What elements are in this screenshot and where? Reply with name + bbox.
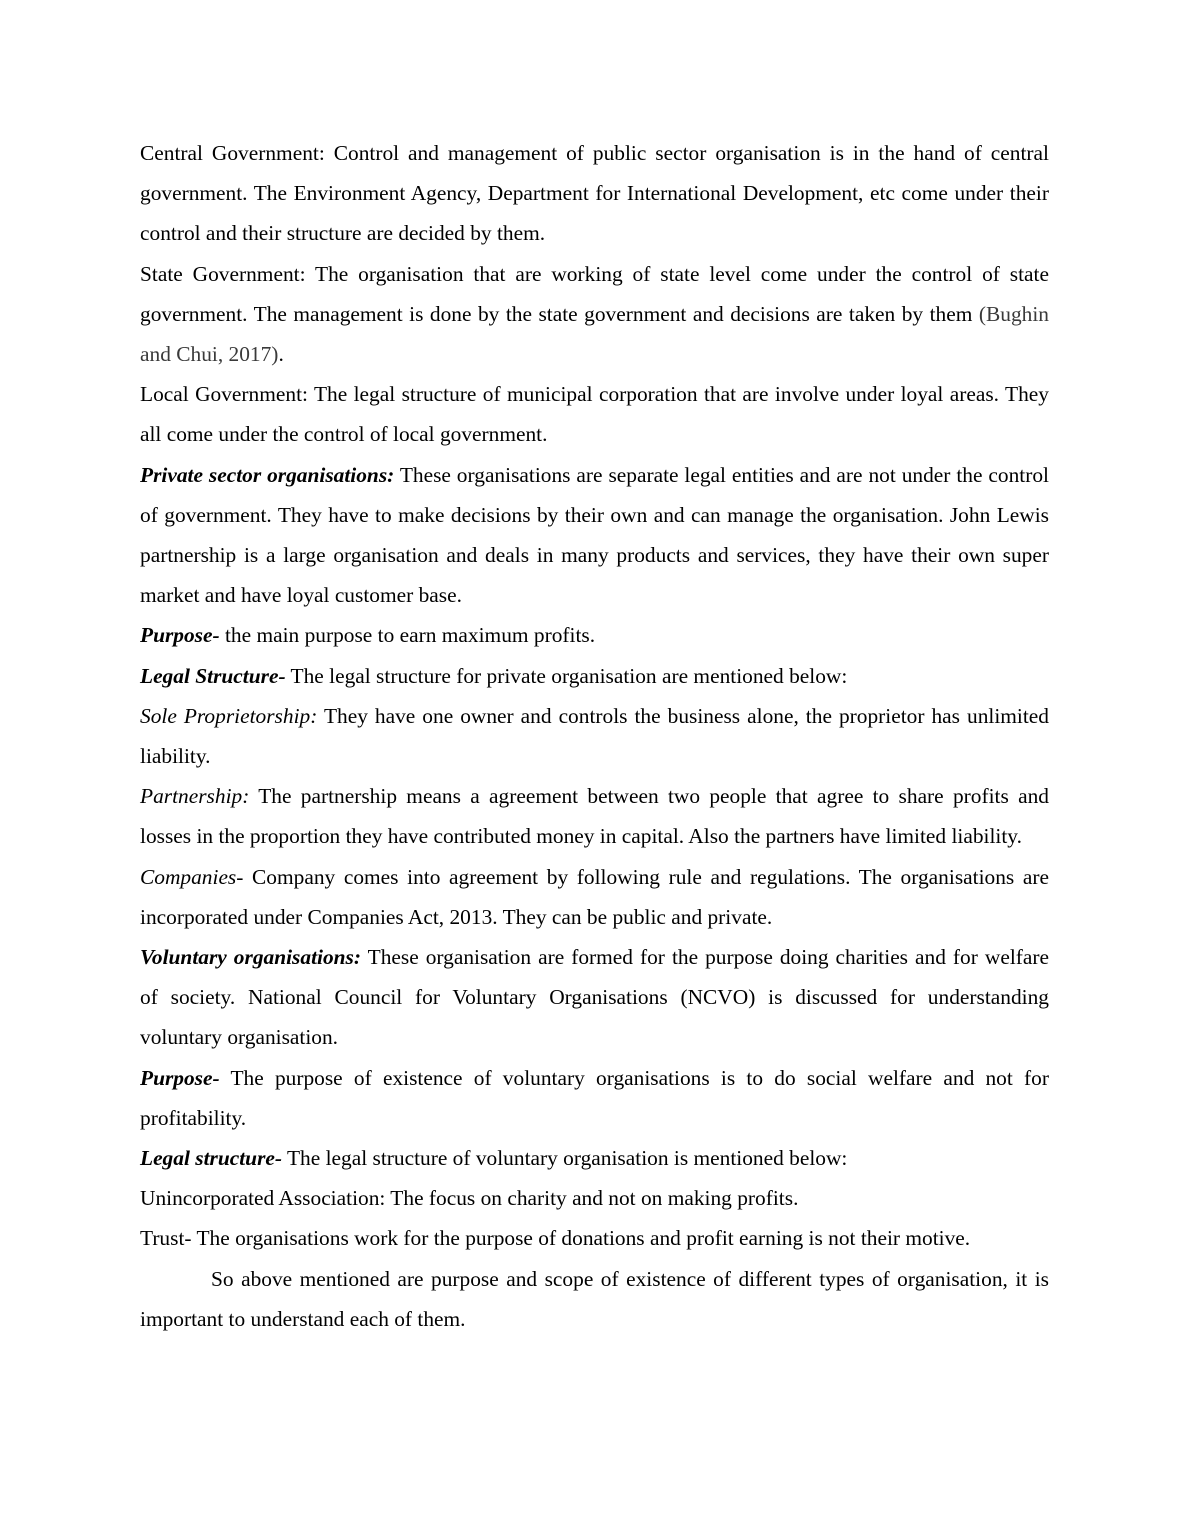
paragraph-text: Unincorporated Association: The focus on charity and not on making profits.: [140, 1186, 799, 1211]
document-page: [140, 133, 1049, 1339]
paragraph-text: Trust- The organisations work for the purpose of donations and profit earning is not their motive.: [140, 1226, 971, 1251]
paragraph-tail: .: [278, 342, 284, 367]
paragraph-companies: [140, 857, 1049, 937]
paragraph-lead: Purpose-: [140, 1065, 220, 1090]
paragraph-text: The legal structure for private organisation are mentioned below:: [285, 663, 848, 688]
paragraph-text: State Government: The organisation that are working of state level come under the control of state government. The management is done by the state government and decisions are taken by them: [140, 261, 1049, 326]
paragraph-private-legal-structure: [140, 656, 1049, 696]
paragraph-central-government: [140, 133, 1049, 254]
paragraph-private-sector: [140, 455, 1049, 616]
paragraph-partnership: [140, 776, 1049, 856]
paragraph-unincorporated-association: [140, 1178, 1049, 1218]
paragraph-voluntary-organisations: [140, 937, 1049, 1058]
paragraph-text: They have one owner and controls the business alone, the proprietor has unlimited liability.: [140, 703, 1050, 769]
paragraph-text: Central Government: Control and management of public sector organisation is in the hand of central government. The Environment Agency, Department for International Development, etc come under their control and their structure are decided by them.: [140, 141, 1049, 246]
paragraph-lead: Sole Proprietorship:: [140, 703, 318, 728]
paragraph-voluntary-purpose: [140, 1058, 1049, 1138]
paragraph-text: These organisation are formed for the purpose doing charities and for welfare of society. National Council for Voluntary Organisations (NCVO) is discussed for understanding voluntary organisation.: [140, 945, 1049, 1050]
paragraph-lead: Voluntary organisations:: [140, 945, 361, 970]
paragraph-lead: Legal Structure-: [140, 663, 286, 688]
paragraph-text: - Company comes into agreement by following rule and regulations. The organisations are incorporated under Companies Act, 2013. They can be public and private.: [140, 864, 1049, 929]
paragraph-text: the main purpose to earn maximum profits.: [219, 623, 596, 648]
paragraph-voluntary-legal-structure: [140, 1138, 1049, 1178]
paragraph-text: So above mentioned are purpose and scope of existence of different types of organisation, it is important to understand each of them.: [140, 1266, 1049, 1331]
paragraph-lead: Private sector organisations:: [140, 462, 395, 487]
paragraph-state-government: [140, 254, 1049, 375]
paragraph-lead: Partnership:: [140, 784, 250, 809]
paragraph-lead: Legal structure-: [140, 1146, 283, 1171]
paragraph-lead: Purpose-: [140, 623, 220, 648]
paragraph-text: These organisations are separate legal entities and are not under the control of government. They have to make decisions by their own and can manage the organisation. John Lewis partnership is a large organisation and deals in many products and services, they have their own super market and have loyal customer base.: [140, 462, 1049, 608]
paragraph-text: The purpose of existence of voluntary organisations is to do social welfare and not for profitability.: [140, 1065, 1049, 1130]
paragraph-text: Local Government: The legal structure of municipal corporation that are involve under loyal areas. They all come under the control of local government.: [140, 382, 1049, 447]
paragraph-lead: Companies: [140, 864, 237, 889]
citation: (Bughin and Chui, 2017): [140, 301, 1049, 367]
paragraph-text: The legal structure of voluntary organisation is mentioned below:: [282, 1146, 848, 1171]
paragraph-text: The partnership means a agreement between two people that agree to share profits and losses in the proportion they have contributed money in capital. Also the partners have limited liability.: [140, 784, 1049, 849]
paragraph-sole-proprietorship: [140, 696, 1049, 776]
paragraph-local-government: [140, 374, 1049, 454]
paragraph-conclusion: [140, 1259, 1049, 1339]
paragraph-private-purpose: [140, 615, 1049, 655]
paragraph-trust: [140, 1218, 1049, 1258]
